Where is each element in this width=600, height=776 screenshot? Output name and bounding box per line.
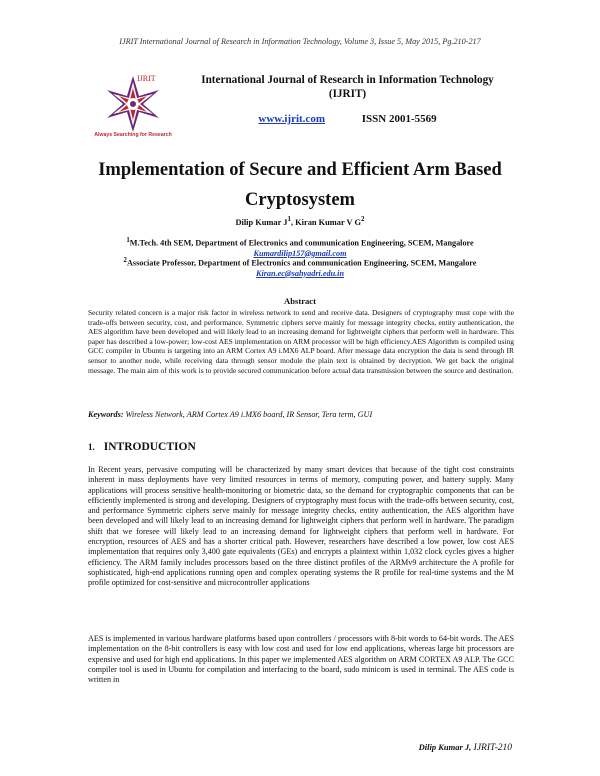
author-list [0, 215, 600, 227]
logo-acronym: IJRIT [137, 74, 156, 83]
affiliation-2-sup: 2 [123, 257, 127, 264]
paper-title-line2: Cryptosystem [245, 190, 355, 210]
affiliation-1-sup: 1 [126, 237, 130, 244]
affiliation-1-email-link[interactable]: Kumardilip157@gmail.com [253, 248, 347, 258]
journal-title [185, 73, 510, 101]
journal-logo [92, 72, 174, 142]
keywords-label: Keywords: [88, 410, 124, 419]
keywords-text: Wireless Network, ARM Cortex A9 i.MX6 board, IR Sensor, Tera term, GUI [125, 410, 373, 419]
author-separator: , [290, 217, 296, 227]
section-heading-introduction [88, 441, 196, 453]
affiliation-1-text: M.Tech. 4th SEM, Department of Electronics and communication Engineering, SCEM, Mangalore [129, 238, 474, 248]
author-1: Dilip Kumar J [235, 217, 288, 227]
affiliation-2-email-link[interactable]: Kiran.ec@sahyadri.edu.in [255, 268, 344, 278]
running-head: IJRIT International Journal of Research in Information Technology, Volume 3, Issue 5, May 2015, Pg.210-217 [119, 37, 481, 46]
paper-title [60, 155, 540, 215]
journal-issn: ISSN 2001-5569 [361, 113, 437, 125]
intro-paragraph-1: In Recent years, pervasive computing will be characterized by many smart devices that because of the tight cost constraints inherent in mass deployments have very limited resources in terms of memory, computing power, and battery supply. Many applications will process sensitive health-monitoring or biometric data, so the demand for cryptographic components that can be efficiently implemented is strong and developing. Designers of cryptography must focus with the trade-offs between security, cost, and performance Symmetric ciphers serve mainly for message integrity checks, entity authentication, the AES algorithm have been developed and will likely lead to an increasing demand for lightweight ciphers that perform well in hardware. The paradigm shift that we foresee will likely lead to an increasing demand for lightweight ciphers that perform well in hardware. For encryption, resources of AES and has a shorter critical path. However, researchers have described a low power, low cost AES implementation that requires only 3,400 gate equivalents (GEs) and encrypts a plaintext within 1,032 clock cycles gives a higher efficiency. The ARM family includes processors based on the three distinct profiles of the ARMv9 architecture the A profile for sophisticated, high-end applications running open and complex operating systems the R profile for real-time systems and the M profile optimized for cost-sensitive and microcontroller applications [88, 465, 514, 588]
section-title: INTRODUCTION [103, 441, 196, 453]
journal-logo-icon [92, 72, 174, 142]
footer-page: IJRIT-210 [473, 743, 512, 753]
journal-title-line2: (IJRIT) [328, 88, 367, 100]
abstract-heading: Abstract [284, 296, 316, 306]
abstract-body: Security related concern is a major risk factor in wireless network to send and receive data. Designers of cryptography must cope with the trade-offs between security, cost, and performance. Symmetric ciphers serve mainly for message integrity checks, entity authentication, the AES algorithm have been developed and will likely lead to an increasing demand for lightweight ciphers that perform well in hardware. This paper has described a low-power; low-cost AES implementation on ARM processor will be high efficiency.AES Algorithm is compiled using GCC compiler in Ubuntu is targeting into an ARM Cortex A9 i.MX6 ALP board. After message data encryption the data is send through IR sensor to another node, while receiving data through sensor module the plain text is obtained by decryption. We get back the original message. The main aim of this work is to provide secured communication before actual data transmission between the source and destination. [88, 308, 514, 375]
journal-title-line1: International Journal of Research in Information Technology [201, 74, 494, 86]
author-2: Kiran Kumar V G [295, 217, 361, 227]
keywords [88, 410, 514, 419]
affiliation-2 [60, 256, 540, 279]
intro-paragraph-2: AES is implemented in various hardware platforms based upon controllers / processors with 8-bit words to 64-bit words. The AES implementation on the 8-bit controllers is easy with low cost and used for low end applications, whereas large bit processors are expensive and used for high end applications. In this paper we implemented AES algorithm on ARM CORTEX A9 ALP. The GCC compiler tool is used in Ubuntu for compilation and interfacing to the board, sudo minicom is used in terminal. The AES code is written in [88, 634, 514, 685]
paper-title-line1: Implementation of Secure and Efficient Arm Based [98, 160, 502, 180]
journal-meta [185, 113, 510, 125]
author-1-sup: 1 [287, 215, 291, 223]
affiliation-2-text: Associate Professor, Department of Electronics and communication Engineering, SCEM, Mangalore [126, 258, 477, 268]
page-footer [419, 742, 512, 753]
journal-website-link[interactable]: www.ijrit.com [258, 113, 325, 125]
footer-author: Dilip Kumar J, [418, 742, 472, 752]
author-2-sup: 2 [361, 215, 365, 223]
svg-text:Always Searching for Research: Always Searching for Research [94, 132, 172, 138]
section-number: 1. [88, 442, 95, 452]
